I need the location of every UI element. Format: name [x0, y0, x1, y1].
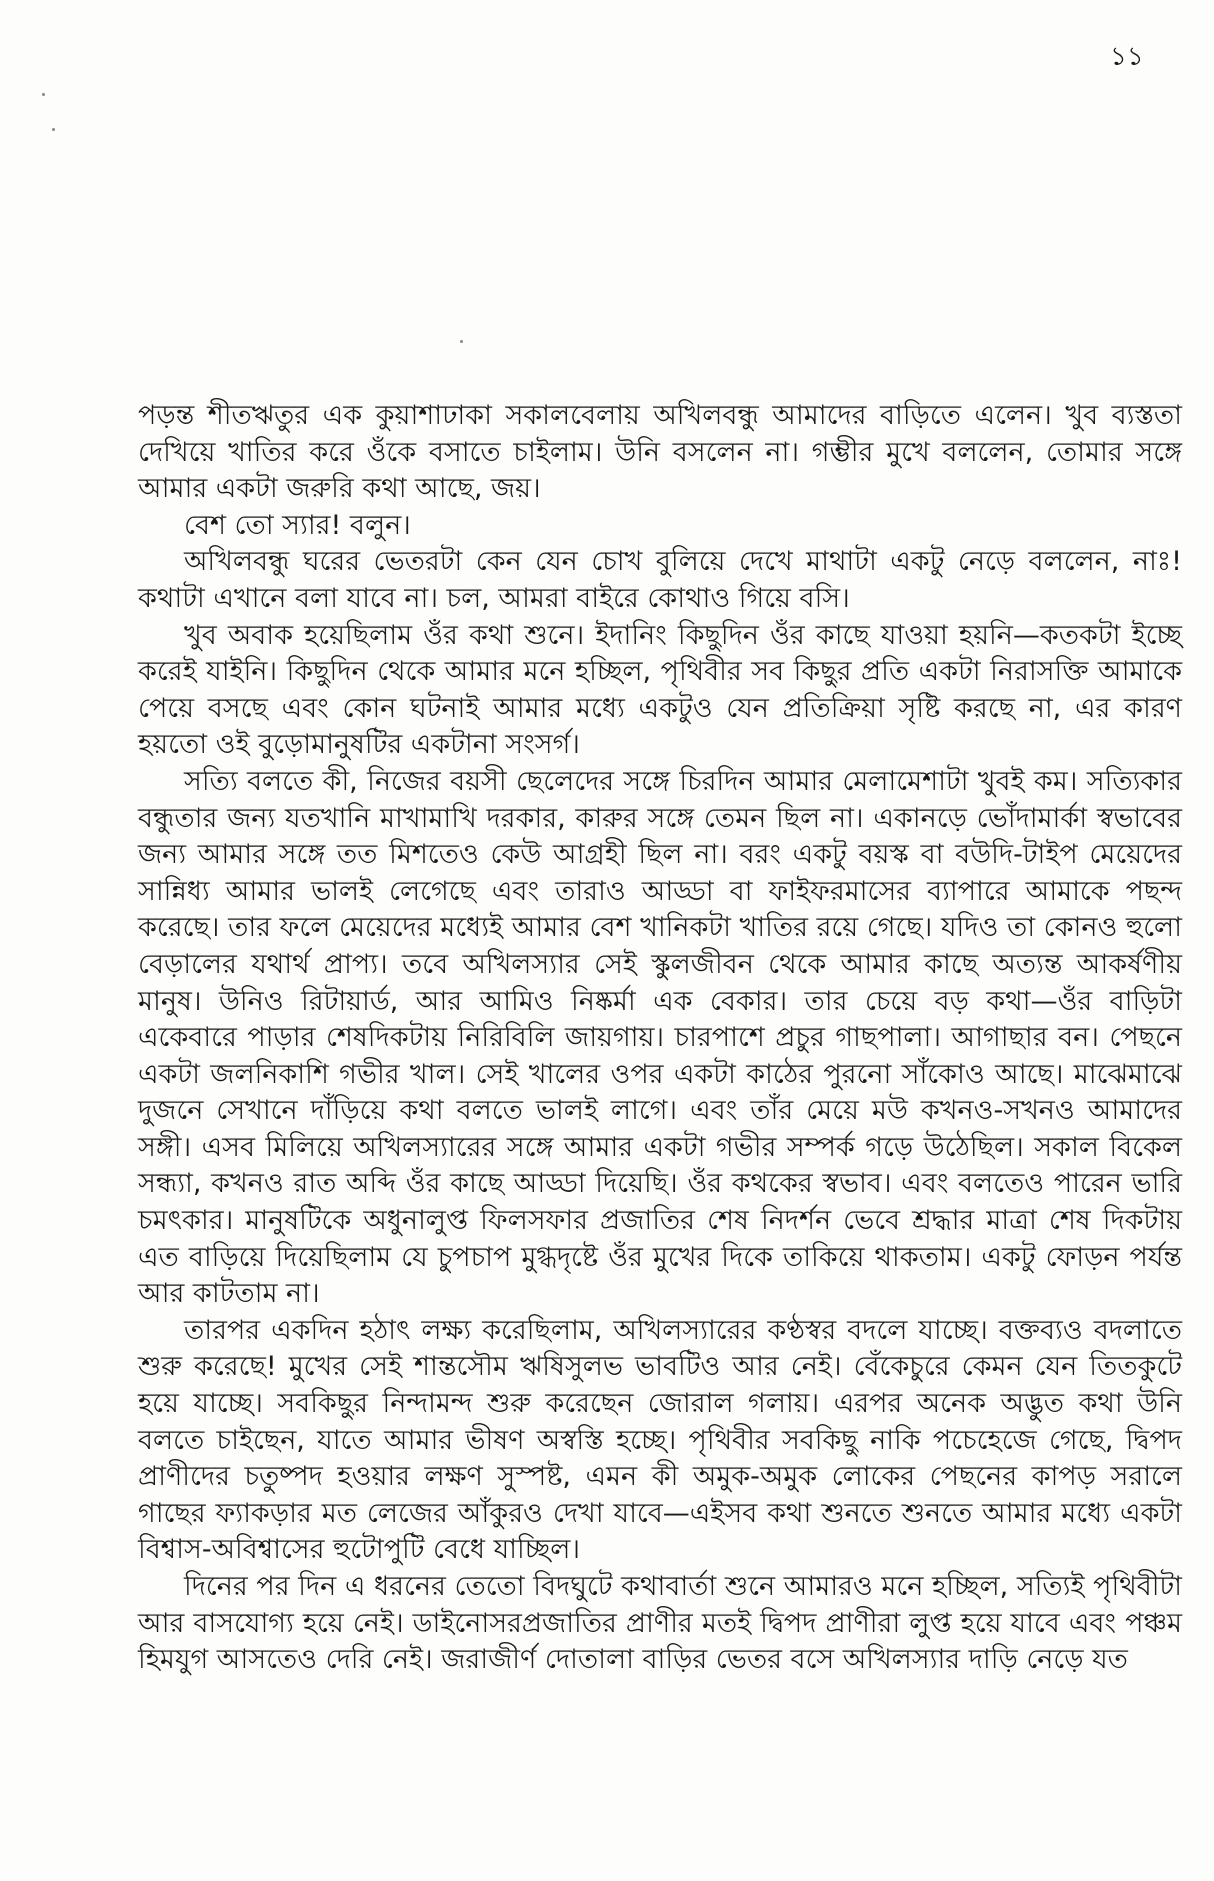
- scan-speck: [460, 340, 463, 343]
- paragraph: খুব অবাক হয়েছিলাম ওঁর কথা শুনে। ইদানিং কিছুদিন ওঁর কাছে যাওয়া হয়নি—কতকটা ইচ্ছে করেই যাইনি। কিছুদিন থেকে আমার মনে হচ্ছিল, পৃথিবীর সব কিছুর প্রতি একটা নিরাসক্তি আমাকে পেয়ে বসছে এবং কোন ঘটনাই আমার মধ্যে একটুও যেন প্রতিক্রিয়া সৃষ্টি করছে না, এর কারণ হয়তো ওই বুড়োমানুষটির একটানা সংসর্গ।: [138, 619, 1182, 761]
- paragraph: সত্যি বলতে কী, নিজের বয়সী ছেলেদের সঙ্গে চিরদিন আমার মেলামেশাটা খুবই কম। সত্যিকার বন্ধুতার জন্য যতখানি মাখামাখি দরকার, কারুর সঙ্গে তেমন ছিল না। একানড়ে ভোঁদামার্কা স্বভাবের জন্য আমার সঙ্গে তত মিশতেও কেউ আগ্রহী ছিল না। বরং একটু বয়স্ক বা বউদি-টাইপ মেয়েদের সান্নিধ্য আমার ভালই লেগেছে এবং তারাও আড্ডা বা ফাইফরমাসের ব্যাপারে আমাকে পছন্দ করেছে। তার ফলে মেয়েদের মধ্যেই আমার বেশ খানিকটা খাতির রয়ে গেছে। যদিও তা কোনও হুলো বেড়ালের যথার্থ প্রাপ্য। তবে অখিলস্যার সেই স্কুলজীবন থেকে আমার কাছে অত্যন্ত আকর্ষণীয় মানুষ। উনিও রিটায়ার্ড, আর আমিও নিষ্কর্মা এক বেকার। তার চেয়ে বড় কথা—ওঁর বাড়িটা একেবারে পাড়ার শেষদিকটায় নিরিবিলি জায়গায়। চারপাশে প্রচুর গাছপালা। আগাছার বন। পেছনে একটা জলনিকাশি গভীর খাল। সেই খালের ওপর একটা কাঠের পুরনো সাঁকোও আছে। মাঝেমাঝে দুজনে সেখানে দাঁড়িয়ে কথা বলতে ভালই লাগে। এবং তাঁর মেয়ে মউ কখনও-সখনও আমাদের সঙ্গী। এসব মিলিয়ে অখিলস্যারের সঙ্গে আমার একটা গভীর সম্পর্ক গড়ে উঠেছিল। সকাল বিকেল সন্ধ্যা, কখনও রাত অব্দি ওঁর কাছে আড্ডা দিয়েছি। ওঁর কথকের স্বভাব। এবং বলতেও পারেন ভারি চমৎকার। মানুষটিকে অধুনালুপ্ত ফিলসফার প্রজাতির শেষ নিদর্শন ভেবে শ্রদ্ধার মাত্রা শেষ দিকটায় এত বাড়িয়ে দিয়েছিলাম যে চুপচাপ মুগ্ধদৃষ্টে ওঁর মুখের দিকে তাকিয়ে থাকতাম। একটু ফোড়ন পর্যন্ত আর কাটতাম না।: [138, 765, 1182, 1310]
- paragraph: পড়ন্ত শীতঋতুর এক কুয়াশাঢাকা সকালবেলায় অখিলবন্ধু আমাদের বাড়িতে এলেন। খুব ব্যস্ততা দেখিয়ে খাতির করে ওঁকে বসাতে চাইলাম। উনি বসলেন না। গম্ভীর মুখে বললেন, তোমার সঙ্গে আমার একটা জরুরি কথা আছে, জয়।: [138, 400, 1182, 505]
- page-number: ১১: [1110, 42, 1144, 72]
- paragraph: তারপর একদিন হঠাৎ লক্ষ্য করেছিলাম, অখিলস্যারের কণ্ঠস্বর বদলে যাচ্ছে। বক্তব্যও বদলাতে শুরু করেছে! মুখের সেই শান্তসৌম ঋষিসুলভ ভাবটিও আর নেই। বেঁকেচুরে কেমন যেন তিতকুটে হয়ে যাচ্ছে। সবকিছুর নিন্দামন্দ শুরু করেছেন জোরাল গলায়। এরপর অনেক অদ্ভুত কথা উনি বলতে চাইছেন, যাতে আমার ভীষণ অস্বস্তি হচ্ছে। পৃথিবীর সবকিছু নাকি পচেহেজে গেছে, দ্বিপদ প্রাণীদের চতুষ্পদ হওয়ার লক্ষণ সুস্পষ্ট, এমন কী অমুক-অমুক লোকের পেছনের কাপড় সরালে গাছের ফ্যাকড়ার মত লেজের আঁকুরও দেখা যাবে—এইসব কথা শুনতে শুনতে আমার মধ্যে একটা বিশ্বাস-অবিশ্বাসের হুটোপুটি বেধে যাচ্ছিল।: [138, 1314, 1182, 1566]
- paragraph: অখিলবন্ধু ঘরের ভেতরটা কেন যেন চোখ বুলিয়ে দেখে মাথাটা একটু নেড়ে বললেন, নাঃ! কথাটা এখানে বলা যাবে না। চল, আমরা বাইরে কোথাও গিয়ে বসি।: [138, 546, 1182, 614]
- paragraph: দিনের পর দিন এ ধরনের তেতো বিদঘুটে কথাবার্তা শুনে আমারও মনে হচ্ছিল, সত্যিই পৃথিবীটা আর বাসযোগ্য হয়ে নেই। ডাইনোসরপ্রজাতির প্রাণীর মতই দ্বিপদ প্রাণীরা লুপ্ত হয়ে যাবে এবং পঞ্চম হিমযুগ আসতেও দেরি নেই। জরাজীর্ণ দোতালা বাড়ির ভেতর বসে অখিলস্যার দাড়ি নেড়ে যত: [138, 1571, 1182, 1676]
- scan-speck: [52, 128, 55, 131]
- scan-speck: [42, 93, 45, 96]
- body-text: [138, 398, 1182, 1679]
- paragraph: বেশ তো স্যার! বলুন।: [184, 509, 411, 541]
